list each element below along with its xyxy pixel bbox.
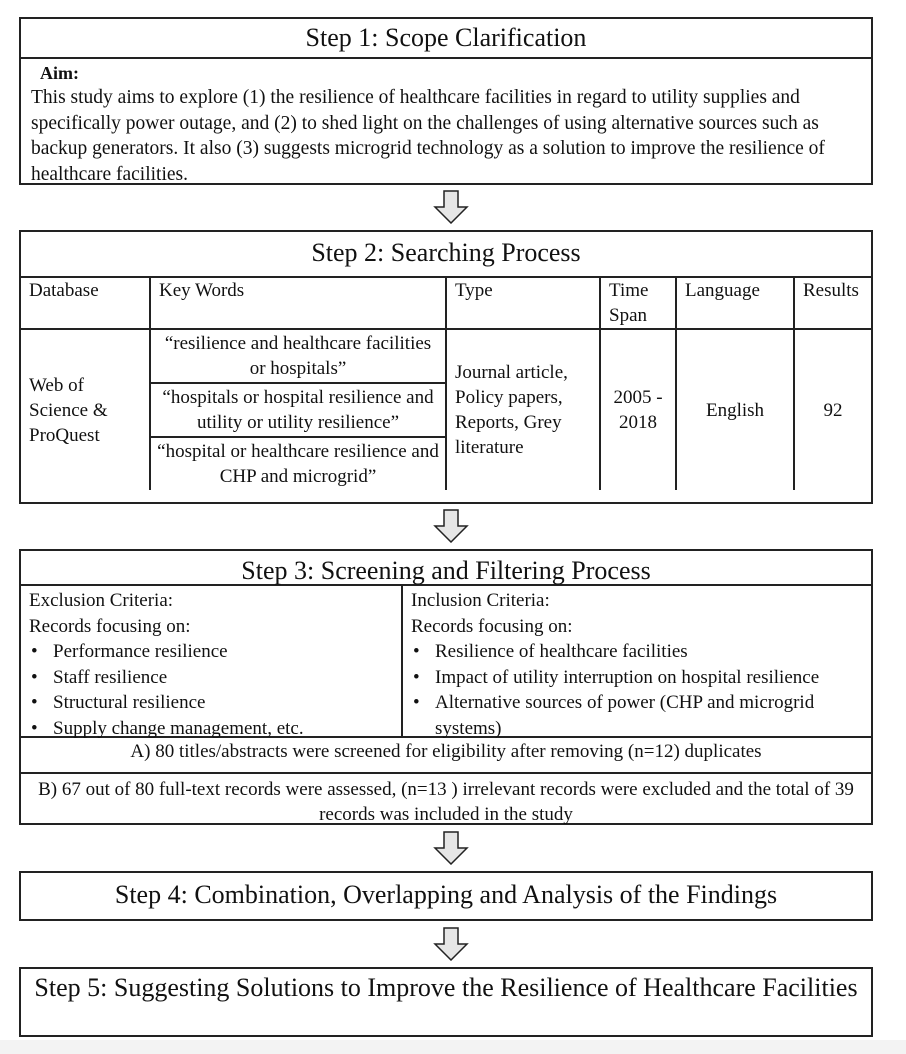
down-arrow-icon [433, 190, 469, 224]
step1-box [19, 17, 873, 185]
inclusion-subheading: Records focusing on: [411, 615, 573, 637]
header-keywords: Key Words [150, 278, 446, 329]
keyword-item: “resilience and healthcare facilities or hospitals” [151, 330, 445, 384]
list-item: • Resilience of healthcare facilities [411, 639, 863, 665]
down-arrow-icon [433, 927, 469, 961]
exclusion-subheading: Records focusing on: [29, 615, 191, 637]
list-item: • Supply change management, etc. [29, 716, 393, 742]
aim-label: Aim: [40, 63, 79, 83]
step4-box [19, 871, 873, 921]
header-database: Database [21, 278, 150, 329]
keyword-item: “hospital or healthcare resilience and CHP and microgrid” [157, 441, 439, 487]
step2-title: Step 2: Searching Process [21, 232, 871, 278]
table-header-row [21, 278, 871, 329]
step4-title: Step 4: Combination, Overlapping and Analysis of the Findings [114, 880, 778, 909]
header-type: Type [446, 278, 600, 329]
exclusion-criteria [21, 586, 403, 739]
type-cell: Journal article, Policy papers, Reports, Grey literature [446, 329, 600, 490]
list-item: • Structural resilience [29, 690, 393, 716]
time-span-cell: 2005 - 2018 [600, 329, 676, 490]
search-table [21, 278, 871, 490]
header-language: Language [676, 278, 794, 329]
step1-title: Step 1: Scope Clarification [21, 19, 871, 59]
page-bottom-band [0, 1040, 906, 1054]
header-results: Results [794, 278, 871, 329]
screening-note-b: B) 67 out of 80 full-text records were assessed, (n=13 ) irrelevant records were excluded and the total of 39 records was included in the study [38, 779, 854, 825]
screening-note-a: A) 80 titles/abstracts were screened for eligibility after removing (n=12) duplicates [21, 738, 871, 774]
list-item: • Performance resilience [29, 639, 393, 665]
step5-title: Step 5: Suggesting Solutions to Improve the Resilience of Healthcare Facilities [34, 973, 858, 1002]
step3-title: Step 3: Screening and Filtering Process [21, 551, 871, 586]
list-item: • Impact of utility interruption on hospital resilience [411, 665, 863, 691]
exclusion-heading: Exclusion Criteria: [29, 590, 174, 611]
header-time-span: Time Span [600, 278, 676, 329]
step2-box [19, 230, 873, 504]
table-row [21, 329, 871, 490]
aim-text: This study aims to explore (1) the resilience of healthcare facilities in regard to utility supplies and specifically power outage, and (2) to shed light on the challenges of using alternative sources such as backup generators. It also (3) suggests microgrid technology as a solution to improve the resilience of healthcare facilities. [31, 87, 825, 185]
database-cell: Web of Science & ProQuest [21, 329, 150, 490]
keywords-cell [150, 329, 446, 490]
results-cell: 92 [794, 329, 871, 490]
list-item: • Alternative sources of power (CHP and microgrid systems) [411, 690, 863, 741]
down-arrow-icon [433, 509, 469, 543]
step3-box [19, 549, 873, 825]
list-item: • Staff resilience [29, 665, 393, 691]
step5-box [19, 967, 873, 1037]
keyword-item: “hospitals or hospital resilience and utility or utility resilience” [151, 384, 445, 438]
inclusion-criteria [403, 586, 871, 739]
inclusion-heading: Inclusion Criteria: [411, 590, 550, 611]
down-arrow-icon [433, 831, 469, 865]
language-cell: English [676, 329, 794, 490]
